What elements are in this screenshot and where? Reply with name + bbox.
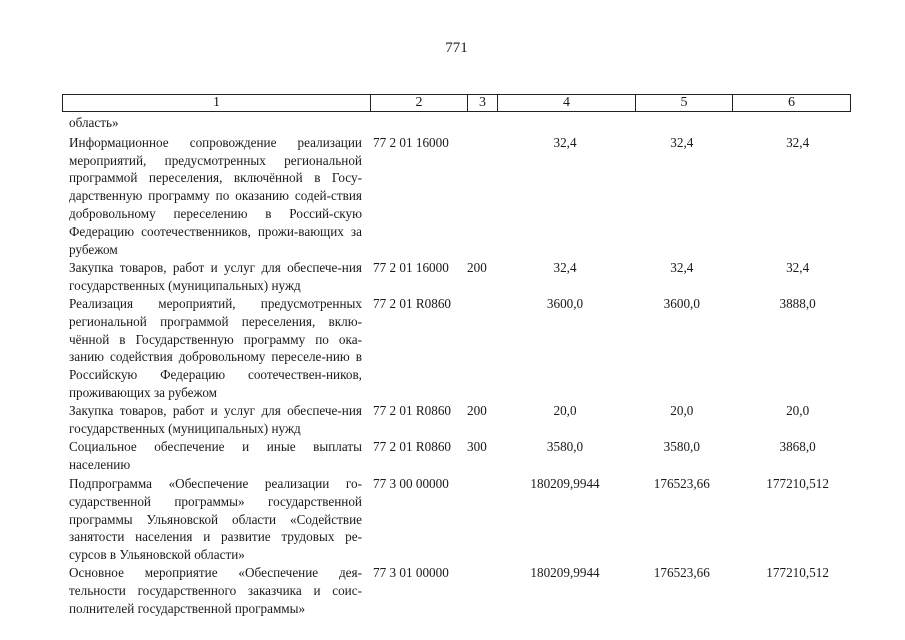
table-row bbox=[69, 438, 859, 474]
row-name: Социальное обеспечение и иные выплаты населению bbox=[69, 439, 362, 473]
row-name: Основное мероприятие «Обеспечение дея-тельности государственного заказчика и соис-полнителей государственной программы» bbox=[69, 564, 362, 616]
column-header-1: 1 bbox=[63, 95, 371, 112]
budget-table-body bbox=[69, 114, 859, 617]
row-value-col5: 3600,0 bbox=[663, 295, 700, 311]
row-value-col5: 176523,66 bbox=[653, 564, 710, 580]
row-code: 77 2 01 R0860 bbox=[372, 295, 452, 311]
row-code: 77 2 01 R0860 bbox=[372, 439, 452, 455]
row-code: 77 3 01 00000 bbox=[372, 564, 449, 580]
row-value-col4: 3580,0 bbox=[546, 439, 584, 455]
row-value-col5: 3580,0 bbox=[663, 439, 700, 455]
row-expense-type: 200 bbox=[467, 402, 487, 418]
table-row bbox=[69, 402, 859, 438]
table-row bbox=[69, 564, 859, 617]
row-name: Закупка товаров, работ и услуг для обеспече-ния государственных (муниципальных) нужд bbox=[69, 260, 362, 294]
column-header-table bbox=[62, 94, 851, 112]
row-value-col4: 180209,9944 bbox=[530, 475, 600, 491]
row-value-col5: 32,4 bbox=[670, 134, 694, 150]
row-code: 77 2 01 R0860 bbox=[372, 402, 452, 418]
row-value-col4: 20,0 bbox=[553, 402, 577, 418]
table-row bbox=[69, 295, 859, 402]
row-value-col4: 180209,9944 bbox=[530, 564, 600, 580]
row-code: 77 2 01 16000 bbox=[372, 260, 449, 276]
table-row bbox=[69, 475, 859, 564]
row-value-col6: 177210,512 bbox=[766, 475, 829, 491]
row-name: Информационное сопровождение реализации мероприятий, предусмотренных региональной программой переселения, включённой в Госу-дарственную программу по оказанию содей-ствия добровольному переселению в Россий-скую Федерацию соотечественников, прожи-вающих за рубежом bbox=[69, 134, 362, 257]
row-value-col6: 32,4 bbox=[786, 134, 810, 150]
table-row bbox=[69, 259, 859, 295]
row-value-col4: 3600,0 bbox=[546, 295, 584, 311]
row-value-col6: 32,4 bbox=[786, 260, 810, 276]
row-name: Подпрограмма «Обеспечение реализации го-сударственной программы» государственной программы Ульяновской области «Содействие занятости населения и развитие трудовых ре-сурсов в Ульяновской области» bbox=[69, 475, 362, 563]
row-value-col5: 20,0 bbox=[670, 402, 694, 418]
column-header-row bbox=[63, 95, 851, 112]
row-name: Реализация мероприятий, предусмотренных региональной программой переселения, вклю-чённой в Государственную программу по ока-занию содействия добровольному переселе-нию в Российскую Федерацию соотечествен-ников, проживающих за рубежом bbox=[69, 295, 362, 400]
row-expense-type: 200 bbox=[467, 260, 487, 276]
row-value-col4: 32,4 bbox=[553, 134, 577, 150]
row-code: 77 2 01 16000 bbox=[372, 134, 449, 150]
column-header-4: 4 bbox=[498, 95, 636, 112]
column-header-6: 6 bbox=[733, 95, 851, 112]
page-number: 771 bbox=[445, 40, 468, 56]
row-value-col4: 32,4 bbox=[553, 260, 577, 276]
column-header-5: 5 bbox=[636, 95, 733, 112]
row-value-col5: 32,4 bbox=[670, 260, 694, 276]
row-expense-type: 300 bbox=[467, 439, 487, 455]
column-header-3: 3 bbox=[468, 95, 498, 112]
table-row bbox=[69, 134, 859, 259]
row-value-col5: 176523,66 bbox=[653, 475, 710, 491]
row-value-col6: 3868,0 bbox=[779, 439, 816, 455]
column-header-2: 2 bbox=[371, 95, 468, 112]
continuation-text: область» bbox=[69, 115, 119, 130]
row-value-col6: 3888,0 bbox=[779, 295, 816, 311]
continuation-row bbox=[69, 114, 859, 132]
row-code: 77 3 00 00000 bbox=[372, 475, 449, 491]
row-name: Закупка товаров, работ и услуг для обеспече-ния государственных (муниципальных) нужд bbox=[69, 402, 362, 436]
row-value-col6: 177210,512 bbox=[766, 564, 829, 580]
row-value-col6: 20,0 bbox=[786, 402, 810, 418]
